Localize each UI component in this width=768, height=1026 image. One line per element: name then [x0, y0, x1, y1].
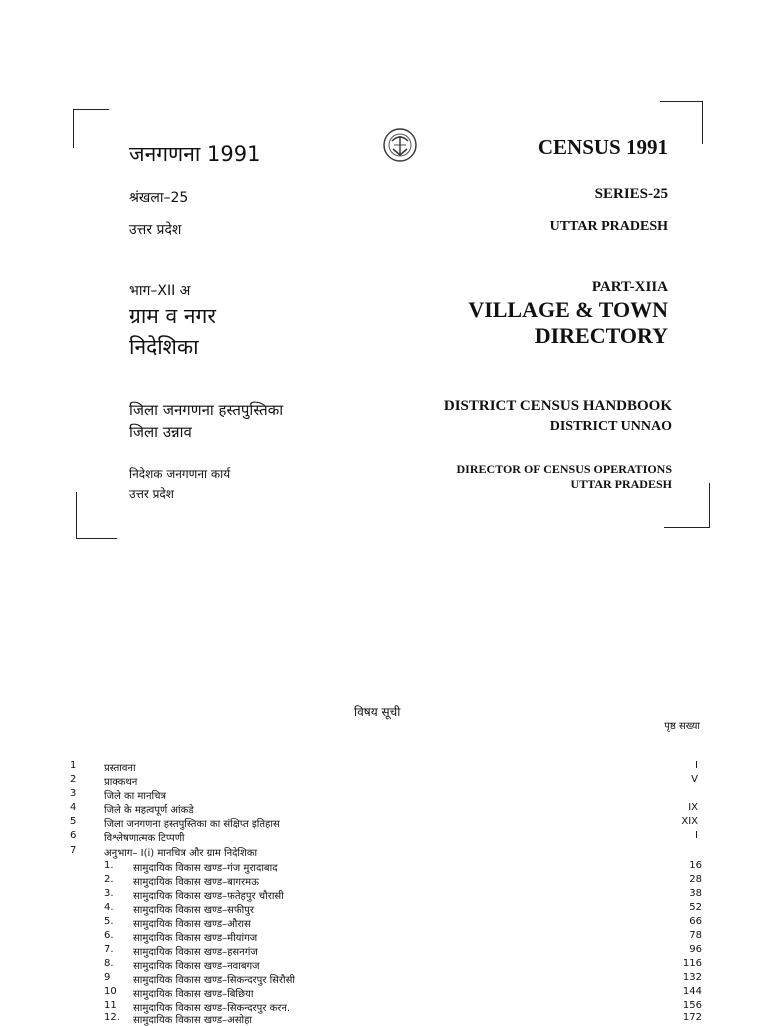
- english-title-line1: VILLAGE & TOWN: [468, 297, 668, 322]
- toc-item-number: 3: [70, 788, 77, 799]
- toc-item: [0, 774, 768, 788]
- toc-item: [0, 802, 768, 816]
- english-district: DISTRICT UNNAO: [549, 419, 672, 434]
- hindi-title-line2: निदेशिका: [129, 335, 199, 359]
- toc-subitem-number: 5.: [104, 916, 114, 927]
- toc-subitem-page: 38: [689, 888, 702, 899]
- hindi-census-title: जनगणना 1991: [129, 142, 261, 166]
- toc-item-page: V: [691, 774, 698, 785]
- toc-subitem-title: सामुदायिक विकास खण्ड–सिकन्दरपुर करन.: [133, 1003, 291, 1014]
- toc-item-number: 2: [70, 774, 77, 785]
- toc-subitem-number: 12.: [104, 1012, 120, 1023]
- toc-subitem: [0, 944, 768, 958]
- toc-subitem-title: सामुदायिक विकास खण्ड–हसनगंज: [133, 947, 258, 958]
- toc-subitem: [0, 874, 768, 888]
- toc-item-number: 7: [70, 845, 77, 856]
- corner-mark-bottom-left: [76, 492, 117, 539]
- toc-subitem-page: 172: [682, 1012, 702, 1023]
- state-emblem-icon: [381, 125, 419, 165]
- toc-item-number: 4: [70, 802, 77, 813]
- toc-item-title: विश्लेषणात्मक टिप्पणी: [104, 833, 185, 844]
- toc-subitem-page: 66: [689, 916, 702, 927]
- hindi-series: श्रंखला–25: [129, 190, 189, 206]
- toc-subitem-page: 52: [689, 902, 702, 913]
- corner-mark-top-left: [73, 109, 109, 148]
- toc-subitem-page: 78: [689, 930, 702, 941]
- toc-subitem-page: 16: [689, 860, 702, 871]
- toc-subitem: [0, 930, 768, 944]
- toc-subitem-page: 116: [682, 958, 702, 969]
- toc-item-number: 1: [70, 760, 77, 771]
- english-census-title: CENSUS 1991: [537, 135, 668, 159]
- english-director-state: UTTAR PRADESH: [570, 477, 672, 491]
- toc-subitem-number: 3.: [104, 888, 114, 899]
- english-handbook: DISTRICT CENSUS HANDBOOK: [443, 398, 672, 414]
- toc-subitem-title: सामुदायिक विकास खण्ड–नवाबगज: [133, 961, 260, 972]
- toc-item-number: 6: [70, 830, 77, 841]
- toc-item-title: प्रस्तावना: [104, 763, 136, 774]
- english-director: DIRECTOR OF CENSUS OPERATIONS: [456, 462, 672, 476]
- toc-item: [0, 830, 768, 844]
- toc-item-page: I: [695, 760, 698, 771]
- toc-item-title: जिले के महत्वपूर्ण आंकडे: [104, 805, 194, 816]
- toc-subitem-page: 132: [682, 972, 702, 983]
- toc-subitem-page: 28: [689, 874, 702, 885]
- toc-subitem-page: 144: [682, 986, 702, 997]
- toc-item: [0, 760, 768, 774]
- toc-subitem-number: 1.: [104, 860, 114, 871]
- contents-heading: विषय सूची: [354, 705, 401, 719]
- toc-subitem-title: सामुदायिक विकास खण्ड–फतेहपुर चौरासी: [133, 891, 284, 902]
- toc-subitem-title: सामुदायिक विकास खण्ड–बागरमऊ: [133, 877, 259, 888]
- toc-subitem-title: सामुदायिक विकास खण्ड–बिछिया: [133, 989, 254, 1000]
- hindi-director-state: उत्तर प्रदेश: [129, 487, 174, 501]
- toc-item: [0, 816, 768, 830]
- toc-subitem-page: 156: [682, 1000, 702, 1011]
- toc-item-title: अनुभाग– I(i) मानचित्र और ग्राम निदेशिका: [104, 848, 258, 859]
- hindi-handbook: जिला जनगणना हस्तपुस्तिका: [129, 401, 284, 419]
- toc-subitem-number: 4.: [104, 902, 114, 913]
- english-state: UTTAR PRADESH: [549, 219, 668, 234]
- toc-subitem-number: 8.: [104, 958, 114, 969]
- toc-subitem-number: 10: [104, 986, 117, 997]
- toc-subitem-number: 11: [104, 1000, 117, 1011]
- toc-item-number: 5: [70, 816, 77, 827]
- hindi-title-line1: ग्राम व नगर: [129, 304, 216, 328]
- hindi-director: निदेशक जनगणना कार्य: [129, 467, 231, 481]
- toc-subitem-title: सामुदायिक विकास खण्ड–औरास: [133, 919, 251, 930]
- toc-item-title: जिला जनगणना हस्तपुस्तिका का संक्षिप्त इतिहास: [104, 819, 280, 830]
- toc-item: [0, 788, 768, 802]
- toc-subitem: [0, 958, 768, 972]
- toc-subitem-title: सामुदायिक विकास खण्ड–असोहा: [133, 1015, 253, 1026]
- hindi-state: उत्तर प्रदेश: [129, 222, 182, 238]
- toc-item-page: IX: [688, 802, 698, 813]
- toc-subitem-title: सामुदायिक विकास खण्ड–सफीपुर: [133, 905, 254, 916]
- page-number-column-header: पृष्ठ सख्या: [664, 721, 700, 732]
- toc-subitem-number: 2.: [104, 874, 114, 885]
- english-series: SERIES-25: [594, 186, 668, 202]
- english-title-line2: DIRECTORY: [534, 323, 668, 348]
- toc-subitem: [0, 986, 768, 1000]
- toc-subitem-number: 9: [104, 972, 111, 983]
- toc-subitem-title: सामुदायिक विकास खण्ड–गंज मुरादाबाद: [133, 863, 278, 874]
- toc-item: [0, 845, 768, 859]
- toc-item-title: प्राक्कथन: [104, 777, 138, 788]
- toc-subitem-number: 7.: [104, 944, 114, 955]
- toc-subitem: [0, 888, 768, 902]
- toc-subitem-page: 96: [689, 944, 702, 955]
- english-part: PART-XIIA: [591, 279, 668, 295]
- toc-item-title: जिले का मानचित्र: [104, 791, 166, 802]
- toc-subitem-number: 6.: [104, 930, 114, 941]
- toc-subitem-title: सामुदायिक विकास खण्ड–सिकन्दरपुर सिरौसी: [133, 975, 295, 986]
- hindi-district: जिला उन्नाव: [129, 423, 192, 441]
- toc-subitem: [0, 860, 768, 874]
- toc-subitem: [0, 916, 768, 930]
- toc-subitem: [0, 902, 768, 916]
- toc-item-page: I: [695, 830, 698, 841]
- toc-subitem: [0, 972, 768, 986]
- toc-item-page: XIX: [681, 816, 698, 827]
- toc-subitem-title: सामुदायिक विकास खण्ड–मीयांगज: [133, 933, 258, 944]
- hindi-part: भाग–XII अ: [129, 283, 191, 299]
